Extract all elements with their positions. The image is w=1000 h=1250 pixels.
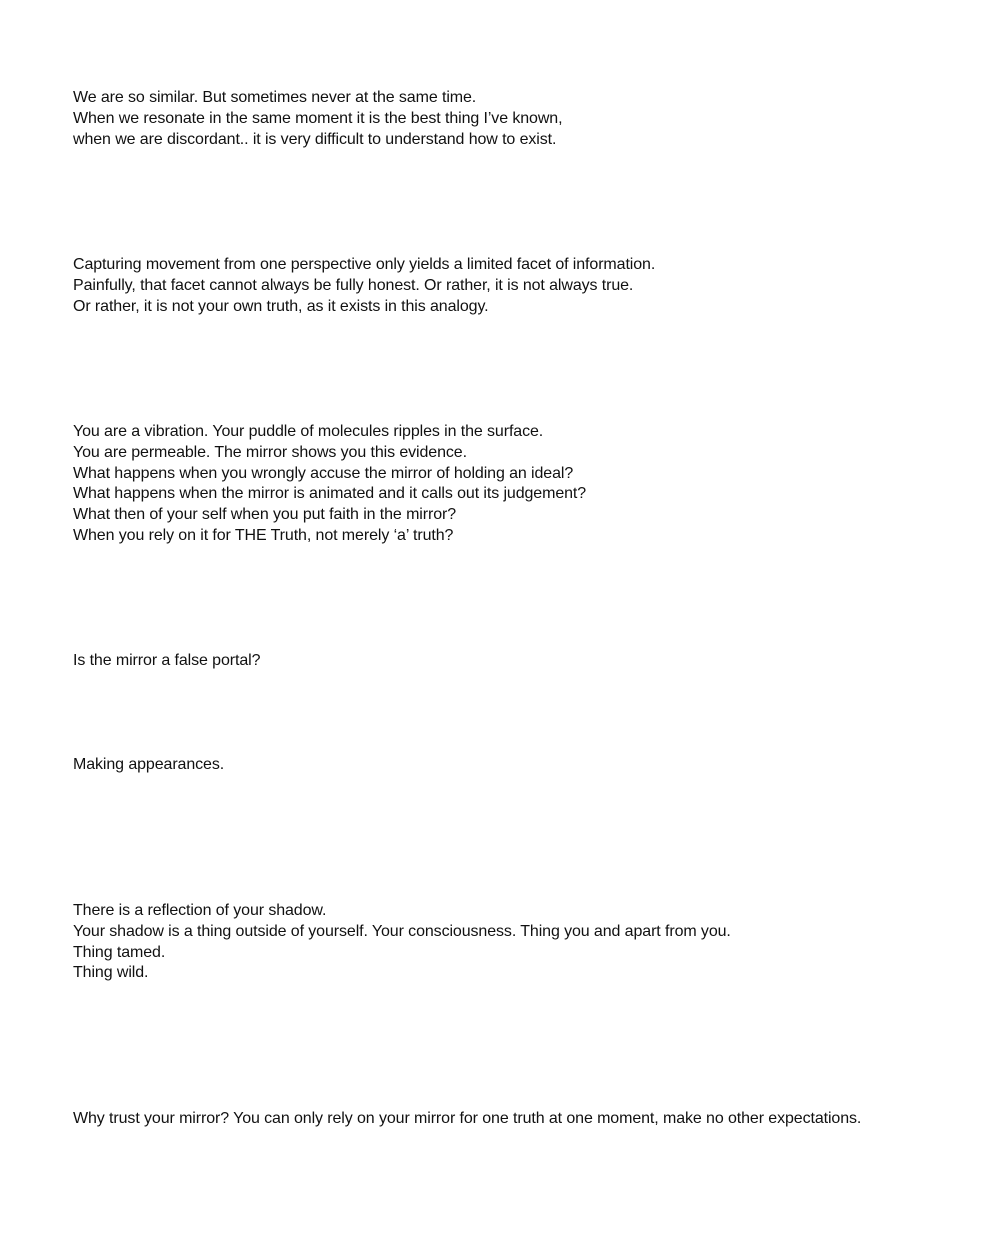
stanza-2 bbox=[73, 255, 973, 317]
text-line: What happens when you wrongly accuse the mirror of holding an ideal? bbox=[73, 464, 574, 482]
text-line: Thing wild. bbox=[73, 964, 149, 982]
text-line: Thing tamed. bbox=[73, 943, 166, 961]
stanza-3 bbox=[73, 422, 973, 547]
text-line: Painfully, that facet cannot always be fully honest. Or rather, it is not always true. bbox=[73, 276, 634, 294]
text-line: There is a reflection of your shadow. bbox=[73, 902, 327, 919]
text-line: Or rather, it is not your own truth, as it exists in this analogy. bbox=[73, 297, 489, 315]
text-line: Making appearances. bbox=[73, 756, 225, 773]
stanza-6 bbox=[73, 901, 973, 984]
text-line: We are so similar. But sometimes never at the same time. bbox=[73, 89, 477, 106]
text-line: Why trust your mirror? You can only rely on your mirror for one truth at one moment, make no other expectations. bbox=[73, 1110, 862, 1127]
stanza-7 bbox=[73, 1109, 973, 1130]
stanza-5 bbox=[73, 755, 973, 776]
text-line: Is the mirror a false portal? bbox=[73, 652, 261, 669]
text-line: Capturing movement from one perspective only yields a limited facet of information. bbox=[73, 256, 656, 273]
text-line: What then of your self when you put faith in the mirror? bbox=[73, 506, 457, 524]
text-line: You are permeable. The mirror shows you this evidence. bbox=[73, 443, 467, 461]
stanza-1 bbox=[73, 88, 973, 150]
text-line: when we are discordant.. it is very difficult to understand how to exist. bbox=[73, 130, 557, 148]
stanza-4 bbox=[73, 651, 973, 672]
text-line: When you rely on it for THE Truth, not merely ‘a’ truth? bbox=[73, 526, 454, 544]
text-line: When we resonate in the same moment it is the best thing I’ve known, bbox=[73, 109, 563, 127]
text-line: What happens when the mirror is animated and it calls out its judgement? bbox=[73, 485, 587, 503]
text-line: Your shadow is a thing outside of yourself. Your consciousness. Thing you and apart from you. bbox=[73, 922, 731, 940]
text-line: You are a vibration. Your puddle of molecules ripples in the surface. bbox=[73, 423, 544, 440]
